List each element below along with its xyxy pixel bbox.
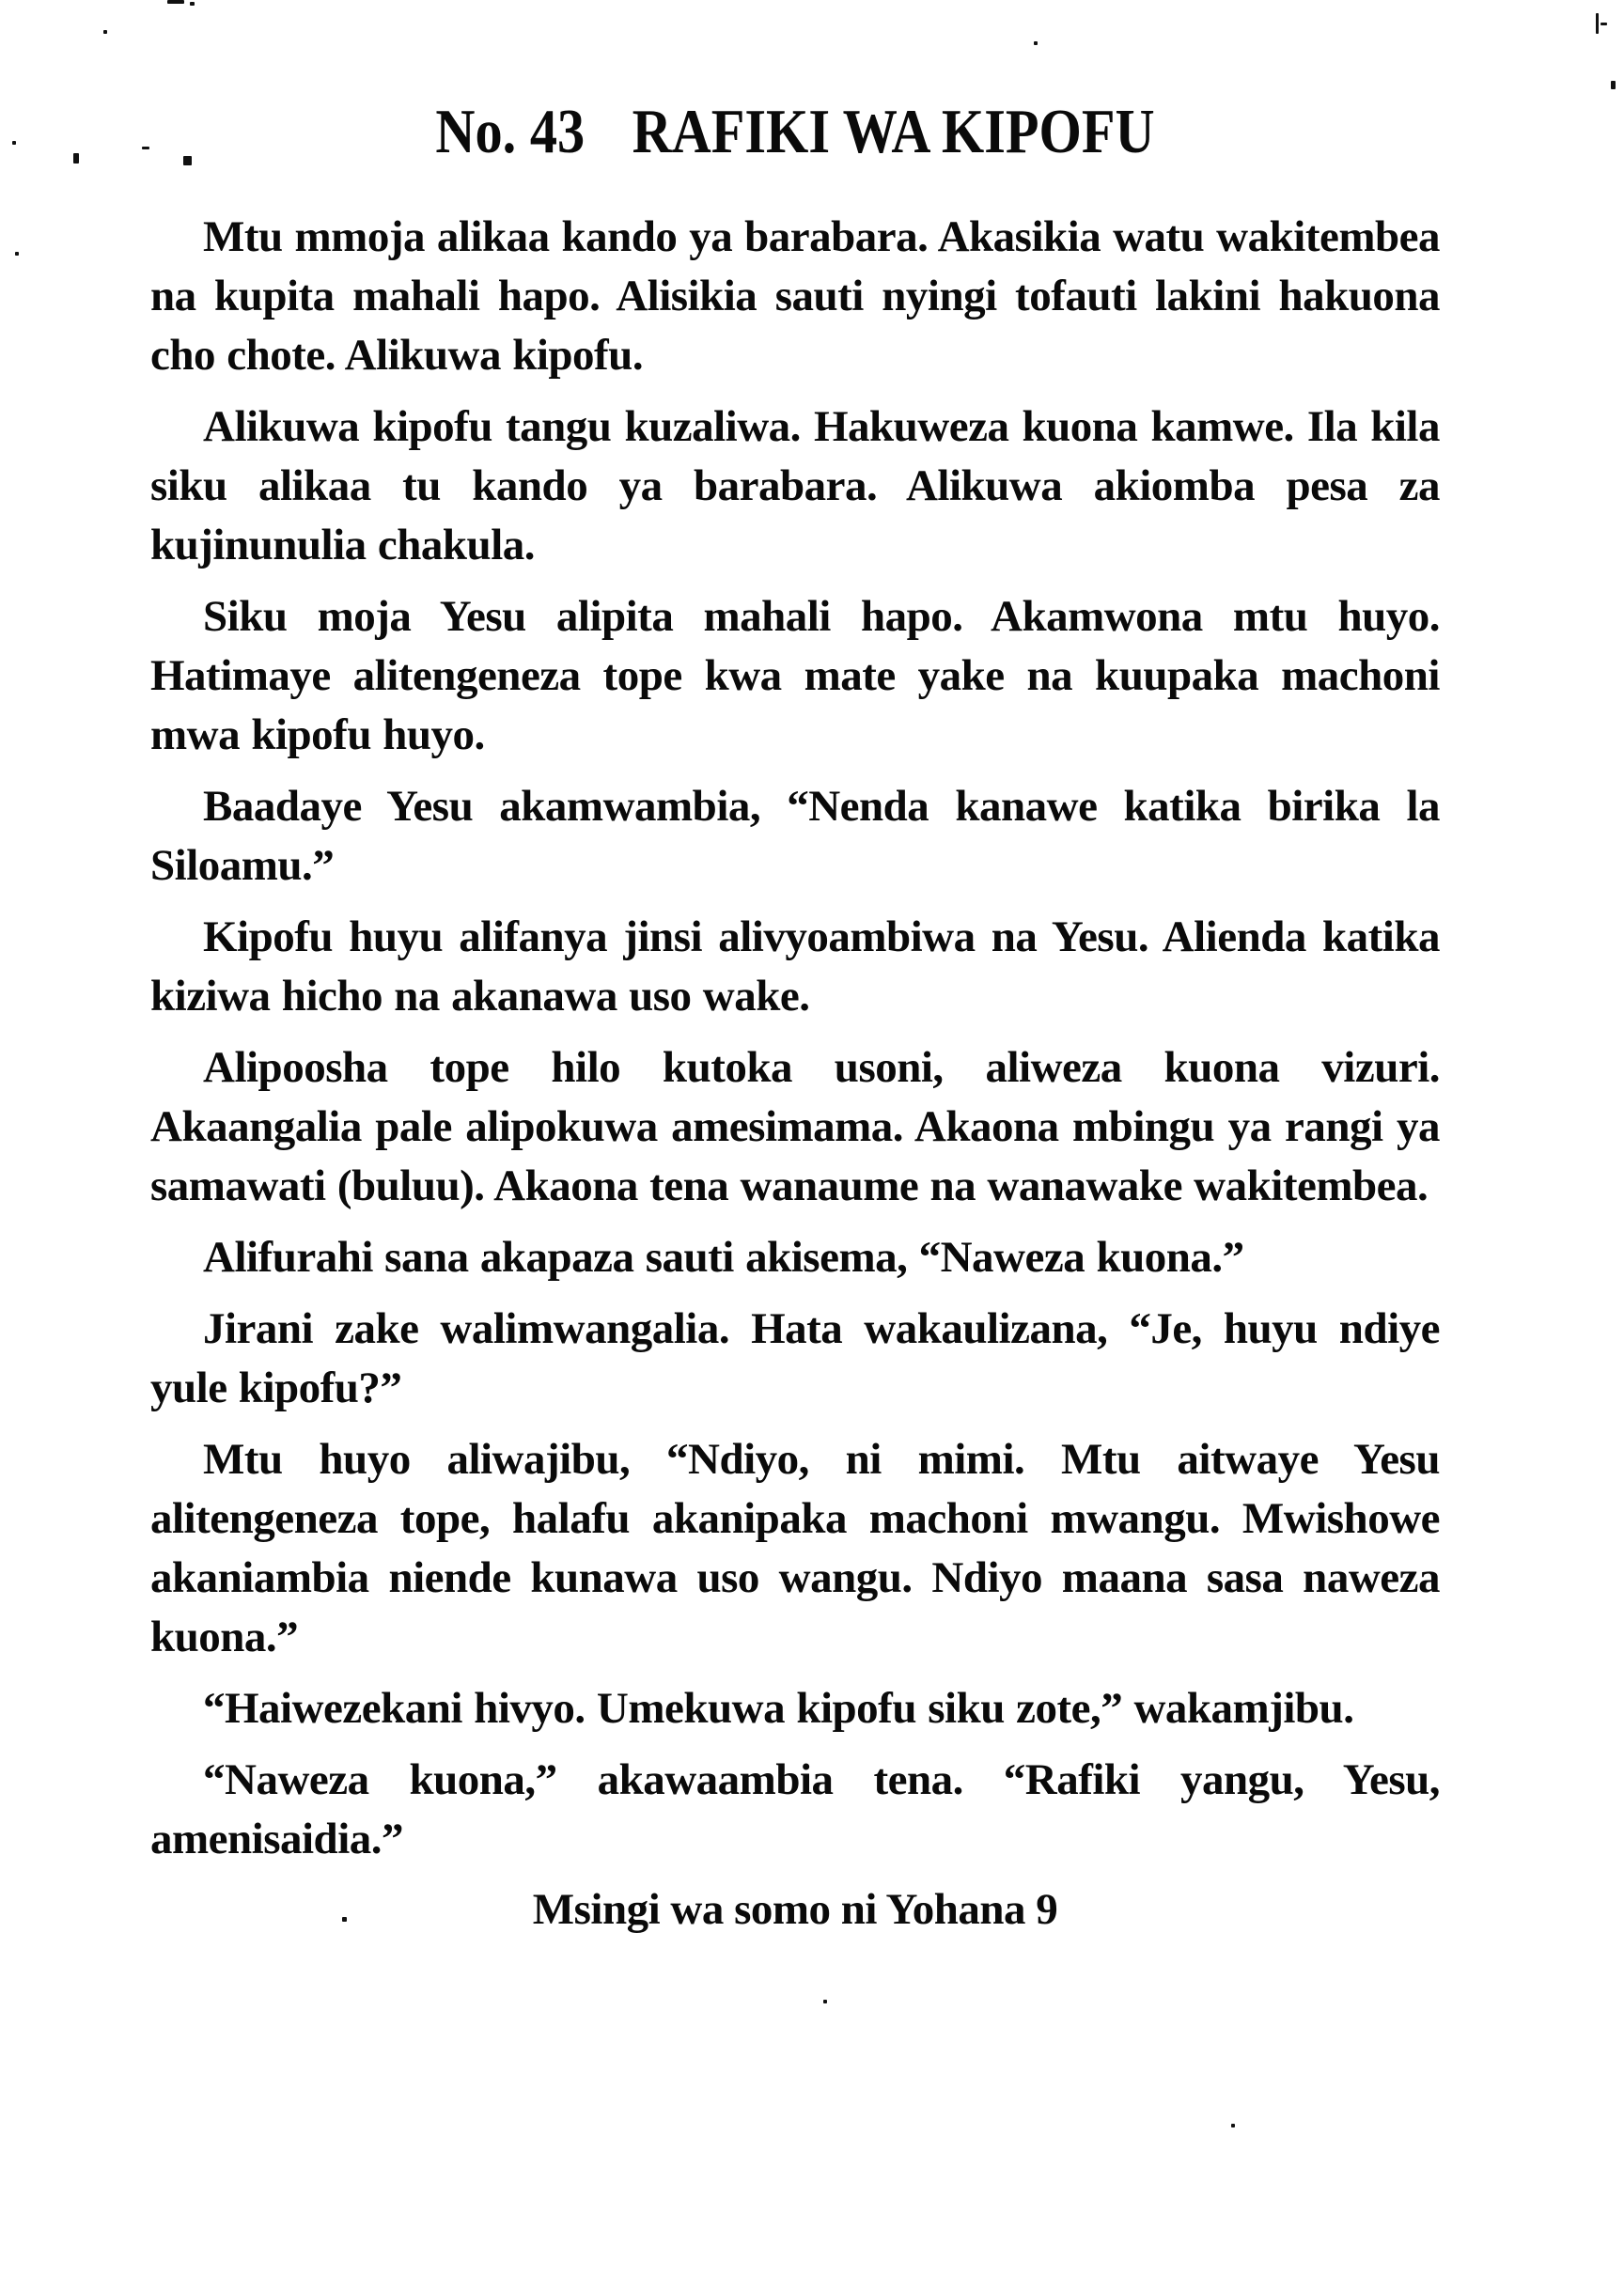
scan-speck bbox=[15, 252, 19, 256]
paragraph-8: Jirani zake walimwangalia. Hata wakaulizana, “Je, huyu ndiye yule kipofu?” bbox=[150, 1304, 1440, 1412]
paragraph-2: Alikuwa kipofu tangu kuzaliwa. Hakuweza kuona kamwe. Ila kila siku alikaa tu kando ya barabara. Alikuwa akiomba pesa za kujinunulia chakula. bbox=[150, 402, 1440, 569]
scan-speck bbox=[12, 141, 16, 145]
scan-speck bbox=[1611, 81, 1616, 89]
scan-speck bbox=[1596, 13, 1599, 34]
paragraph-6: Alipoosha tope hilo kutoka usoni, aliweza kuona vizuri. Akaangalia pale alipokuwa amesimama. Akaona mbingu ya rangi ya samawati (buluu). Akaona tena wanaume na wanawake wakitembea. bbox=[150, 1043, 1440, 1210]
scan-speck bbox=[167, 0, 184, 4]
scan-speck bbox=[183, 156, 192, 165]
scan-speck bbox=[823, 2000, 827, 2003]
scan-speck bbox=[1034, 41, 1038, 45]
paragraph-10: “Haiwezekani hivyo. Umekuwa kipofu siku zote,” wakamjibu. bbox=[203, 1684, 1354, 1733]
scan-speck bbox=[190, 2, 195, 6]
page-title bbox=[234, 98, 1356, 165]
scan-speck bbox=[142, 147, 149, 149]
story-body bbox=[150, 208, 1440, 1940]
scan-speck bbox=[103, 30, 107, 34]
paragraph-4: Baadaye Yesu akamwambia, “Nenda kanawe katika birika la Siloamu.” bbox=[150, 782, 1440, 890]
paragraph-7: Alifurahi sana akapaza sauti akisema, “Naweza kuona.” bbox=[203, 1233, 1244, 1282]
paragraph-1: Mtu mmoja alikaa kando ya barabara. Akasikia watu wakitembea na kupita mahali hapo. Alisikia sauti nyingi tofauti lakini hakuona cho chote. Alikuwa kipofu. bbox=[150, 212, 1440, 380]
title-text: RAFIKI WA KIPOFU bbox=[632, 97, 1155, 166]
scan-speck bbox=[342, 1917, 347, 1922]
paragraph-3: Siku moja Yesu alipita mahali hapo. Akamwona mtu huyo. Hatimaye alitengeneza tope kwa mate yake na kuupaka machoni mwa kipofu huyo. bbox=[150, 592, 1440, 759]
scripture-reference: Msingi wa somo ni Yohana 9 bbox=[532, 1885, 1058, 1934]
scan-speck bbox=[1601, 23, 1607, 25]
scan-speck bbox=[73, 153, 79, 164]
paragraph-9: Mtu huyo aliwajibu, “Ndiyo, ni mimi. Mtu aitwaye Yesu alitengeneza tope, halafu akanipaka machoni mwangu. Mwishowe akaniambia niende kunawa uso wangu. Ndiyo maana sasa naweza kuona.” bbox=[150, 1435, 1440, 1661]
scan-speck bbox=[1231, 2124, 1235, 2127]
paragraph-11: “Naweza kuona,” akawaambia tena. “Rafiki yangu, Yesu, amenisaidia.” bbox=[150, 1755, 1440, 1863]
lesson-number: No. 43 bbox=[435, 97, 586, 166]
paragraph-5: Kipofu huyu alifanya jinsi alivyoambiwa na Yesu. Alienda katika kiziwa hicho na akanawa uso wake. bbox=[150, 912, 1440, 1021]
